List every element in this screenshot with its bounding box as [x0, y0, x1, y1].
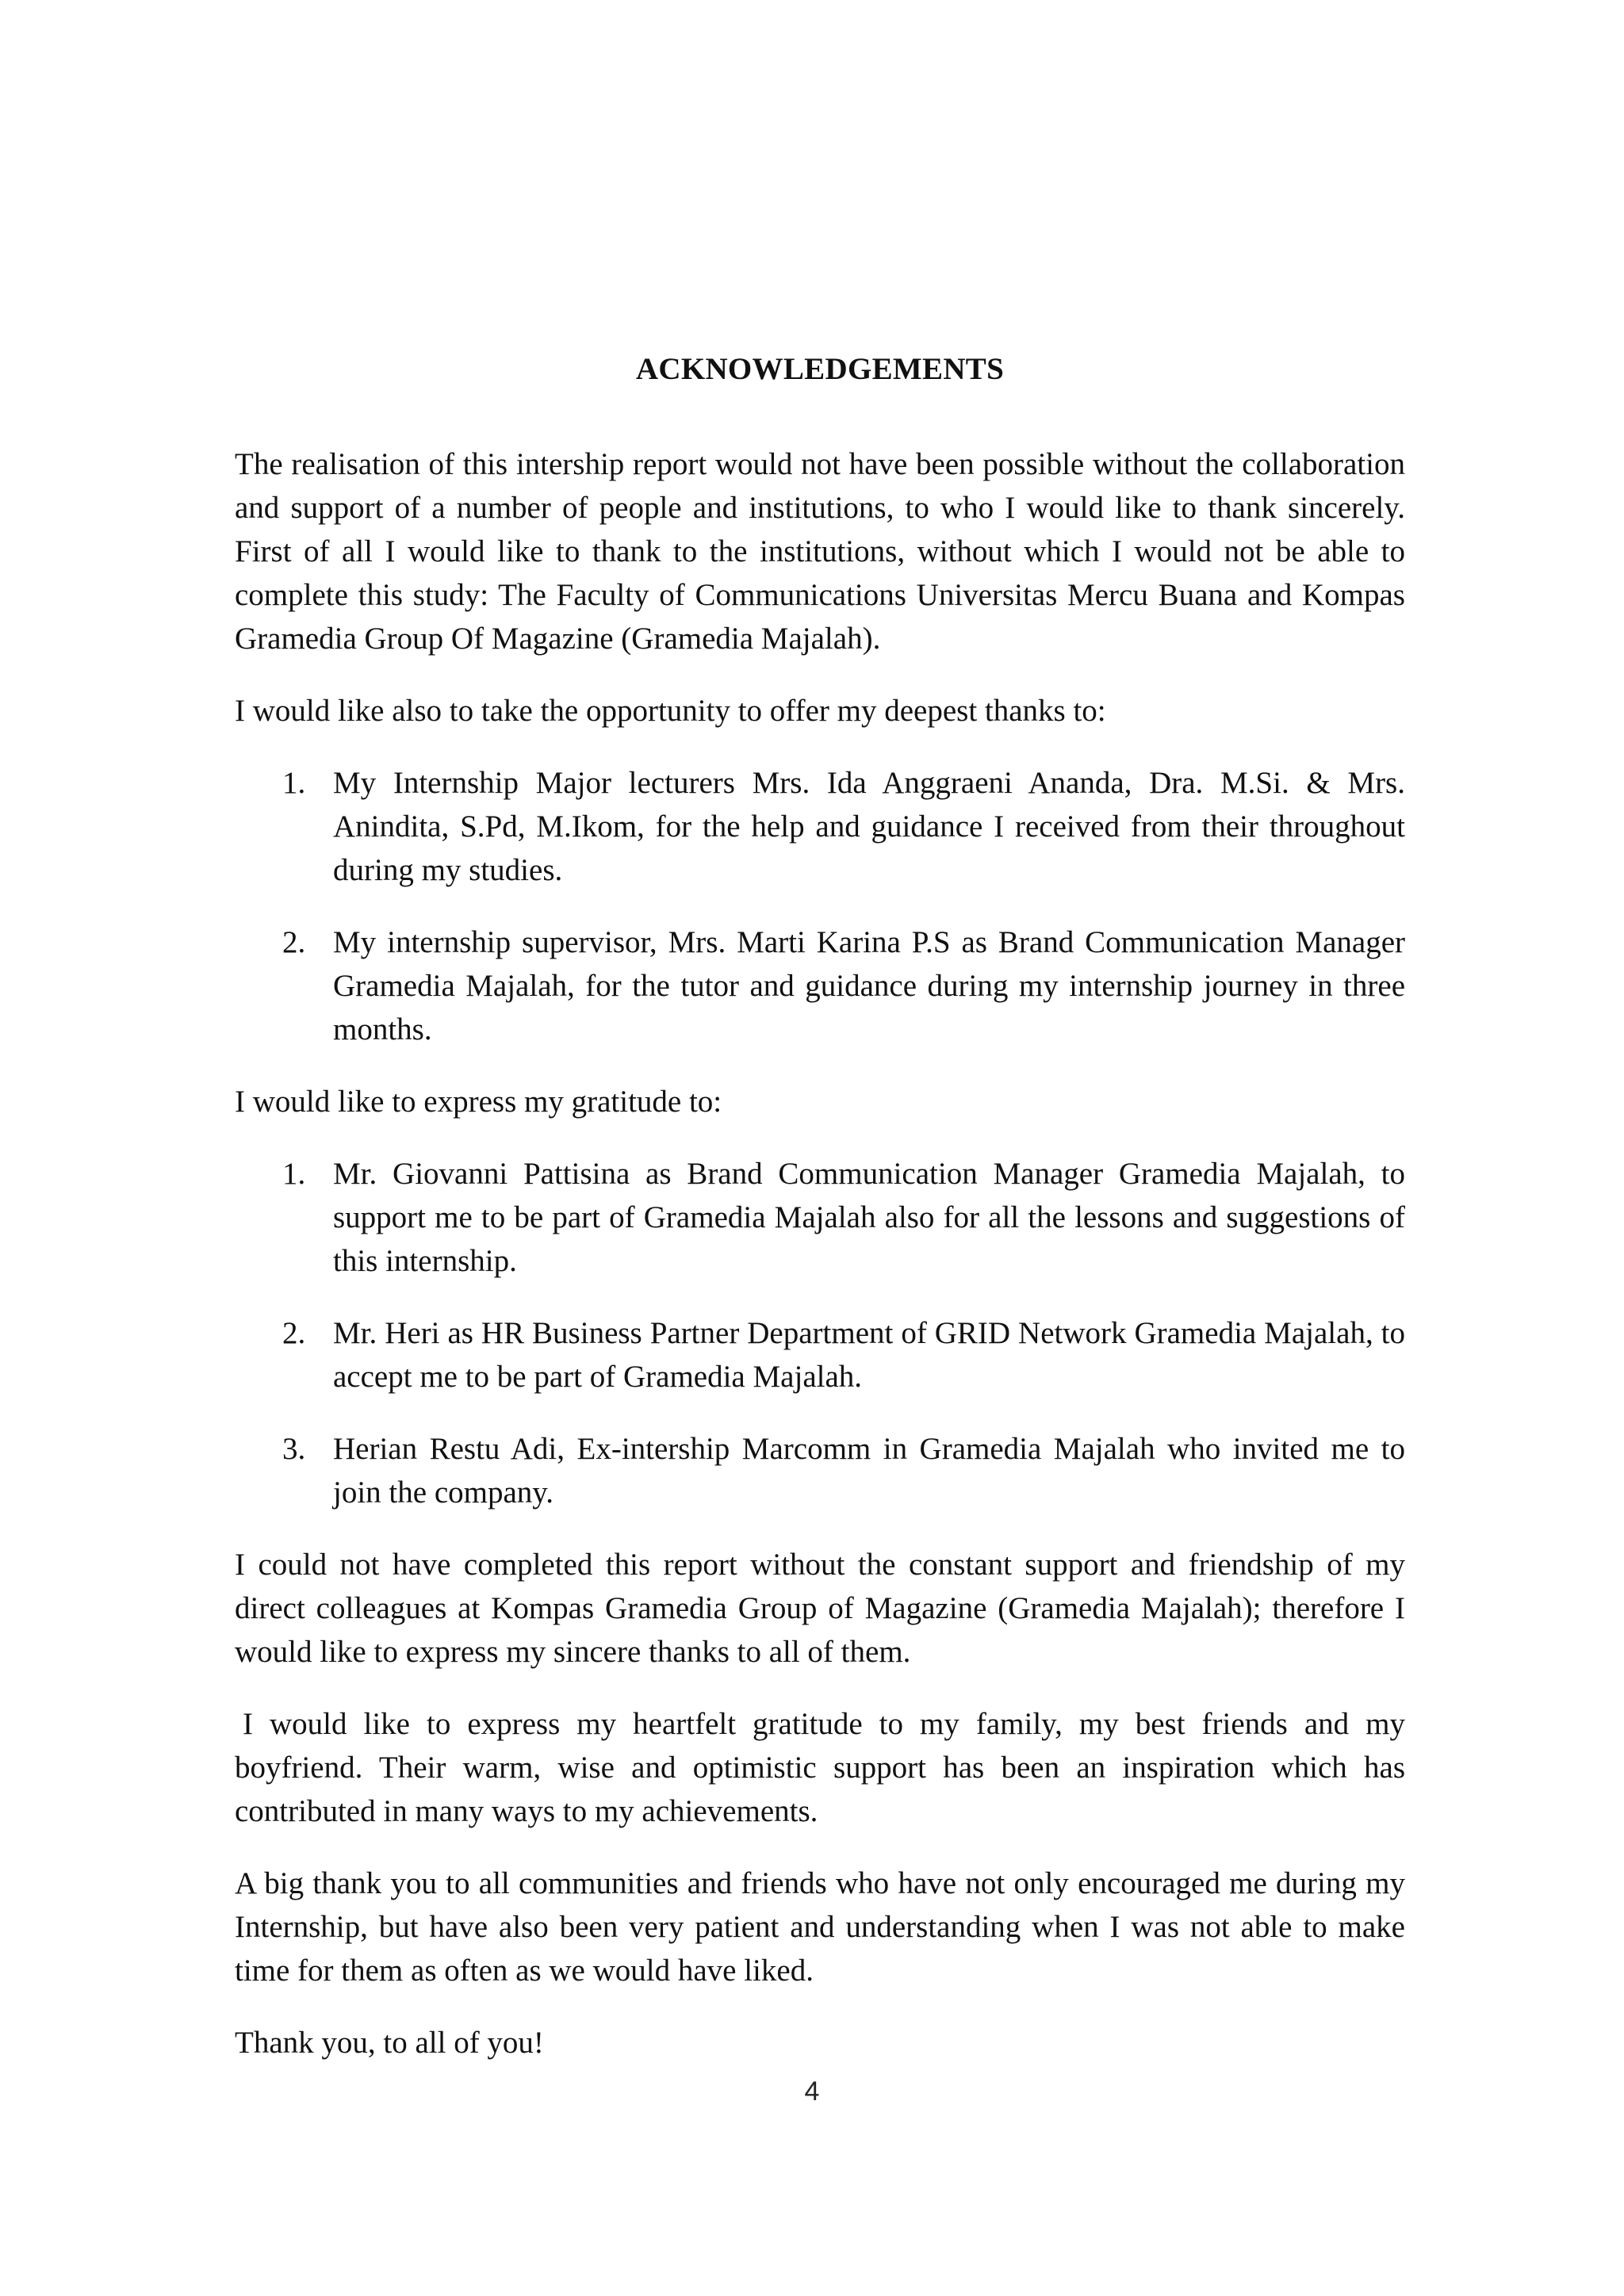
closing-paragraph: Thank you, to all of you! — [235, 2026, 544, 2060]
thanks-lead-paragraph: I would like also to take the opportunity to offer my deepest thanks to: — [235, 694, 1106, 728]
list-item-text: My internship supervisor, Mrs. Marti Karina P.S as Brand Communication Manager Gramedia Majalah, for the tutor and guidance during my internship journey in three months. — [333, 925, 1405, 1047]
family-paragraph: I would like to express my heartfelt gratitude to my family, my best friends and my boyfriend. Their warm, wise and optimistic support has been an inspiration which has contributed in many ways to my achievements. — [235, 1707, 1405, 1828]
list-item-text: Herian Restu Adi, Ex-intership Marcomm in Gramedia Majalah who invited me to join the company. — [333, 1432, 1405, 1510]
colleagues-paragraph: I could not have completed this report without the constant support and friendship of my direct colleagues at Kompas Gramedia Group of Magazine (Gramedia Majalah); therefore I would like to express my sincere thanks to all of them. — [235, 1548, 1405, 1669]
list-item — [235, 1152, 1405, 1283]
thanks-list — [235, 761, 1405, 1051]
communities-paragraph: A big thank you to all communities and friends who have not only encouraged me during my Internship, but have also been very patient and understanding when I was not able to make time for them as often as we would have liked. — [235, 1866, 1405, 1988]
list-item-text: Mr. Heri as HR Business Partner Department of GRID Network Gramedia Majalah, to accept me to be part of Gramedia Majalah. — [333, 1316, 1405, 1394]
list-item — [235, 1311, 1405, 1399]
list-item-text: Mr. Giovanni Pattisina as Brand Communication Manager Gramedia Majalah, to support me to be part of Gramedia Majalah also for all the lessons and suggestions of this internship. — [333, 1157, 1405, 1278]
gratitude-list — [235, 1152, 1405, 1514]
list-item — [235, 920, 1405, 1051]
gratitude-lead-paragraph: I would like to express my gratitude to: — [235, 1085, 722, 1119]
document-body — [235, 347, 1405, 2093]
list-item-number: 2. — [282, 925, 306, 959]
intro-paragraph: The realisation of this intership report would not have been possible without the collaboration and support of a number of people and institutions, to who I would like to thank sincerely. First of all I would like to thank to the institutions, without which I would not be able to complete this study: The Faculty of Communications Universitas Mercu Buana and Kompas Gramedia Group Of Magazine (Gramedia Majalah). — [235, 447, 1405, 656]
page-number: 4 — [804, 2076, 820, 2107]
list-item — [235, 761, 1405, 892]
list-item-number: 1. — [282, 766, 306, 800]
page-title: ACKNOWLEDGEMENTS — [635, 352, 1005, 386]
list-item-number: 1. — [282, 1157, 306, 1191]
list-item-number: 3. — [282, 1432, 306, 1466]
list-item-number: 2. — [282, 1316, 306, 1350]
list-item — [235, 1427, 1405, 1514]
list-item-text: My Internship Major lecturers Mrs. Ida Anggraeni Ananda, Dra. M.Si. & Mrs. Anindita, S.Pd, M.Ikom, for the help and guidance I received from their throughout during my studies. — [333, 766, 1405, 887]
